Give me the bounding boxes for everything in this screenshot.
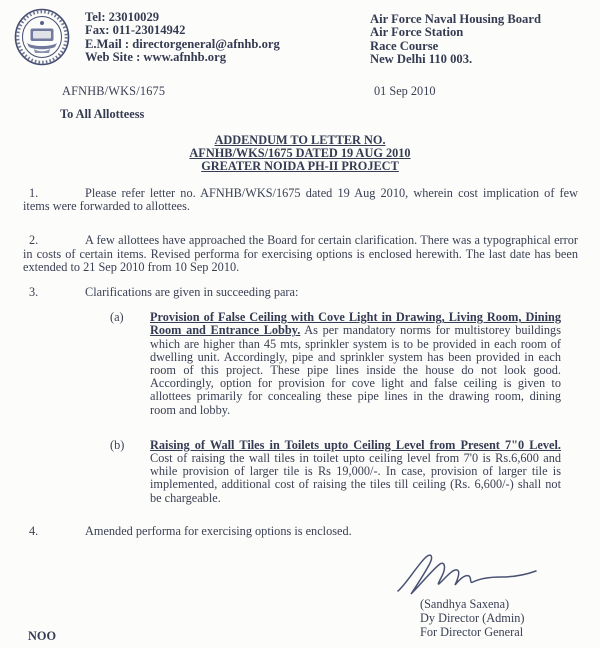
contact-block (85, 11, 280, 65)
fax-line: Fax: 011-23014942 (85, 23, 186, 38)
tel-line: Tel: 23010029 (85, 10, 160, 24)
paragraph-4-number: 4. (29, 523, 39, 538)
org-name-line: Air Force Naval Housing Board (370, 12, 541, 26)
signer-name: (Sandhya Saxena) (420, 597, 510, 611)
signer-on-behalf: For Director General (420, 625, 524, 639)
clarification-a-body: As per mandatory norms for multistorey buildings which are higher than 45 mts, sprinkler system is to be provided in each room of dwelling unit. Accordingly, pipe and sprinkler system has been provided in each room of this project. These pipe lines inside the house do not look good. Accordingly, option for provision for cove light and false ceiling is given to allottees primarily for concealing these pipe lines in the drawing room, dining room and lobby. (150, 323, 561, 417)
paragraph-3-text: Clarifications are given in succeeding para: (85, 285, 299, 300)
paragraph-3 (23, 286, 578, 299)
paragraph-1-text: Please refer letter no. AFNHB/WKS/1675 dated 19 Aug 2010, wherein cost implication of few items were forwarded to allottees. (23, 186, 578, 214)
clarification-b-body: Cost of raising the wall tiles in toilet upto ceiling level from 7'0 is Rs.6,600 and while provision of larger tile is Rs 19,000/-. In case, provision of larger tile is implemented, additional cost of raising the tiles till ceiling (Rs. 6,600/-) shall not be chargeable. (150, 451, 561, 505)
clarification-a-marker: (a) (110, 310, 124, 325)
city-line: New Delhi 110 003. (370, 52, 473, 67)
clarification-b-text (150, 439, 561, 505)
paragraph-2-text: A few allottees have approached the Board for certain clarification. There was a typographical error in costs of certain items. Revised performa for exercising options is enclosed herewith. The last date has been extended to 21 Sep 2010 from 10 Sep 2010. (23, 233, 578, 274)
clarification-b-heading: Raising of Wall Tiles in Toilets upto Ceiling Level from Present 7"0 Level. (150, 437, 561, 452)
title-line-1: ADDENDUM TO LETTER NO. (214, 133, 386, 147)
website-line: Web Site : www.afnhb.org (85, 50, 226, 65)
email-line: E.Mail : directorgeneral@afnhb.org (85, 36, 280, 51)
paragraph-1-number: 1. (29, 186, 39, 200)
paragraph-2 (23, 234, 578, 274)
locality-line: Race Course (370, 38, 439, 53)
paragraph-1 (23, 187, 578, 213)
clarification-a-text (150, 311, 561, 417)
clarification-a (110, 311, 561, 417)
letter-title (0, 134, 600, 173)
station-line: Air Force Station (370, 25, 464, 40)
paragraph-4 (23, 525, 578, 538)
footer-noo: NOO (28, 629, 57, 643)
clarification-b-marker: (b) (110, 437, 125, 452)
title-line-3: GREATER NOIDA PH-II PROJECT (201, 158, 399, 173)
paragraph-4-text: Amended performa for exercising options is enclosed. (85, 523, 352, 538)
reference-number: AFNHB/WKS/1675 (62, 84, 166, 98)
clarification-a-heading: Provision of False Ceiling with Cove Light in Drawing, Living Room, Dining Room and Entrance Lobby. (150, 310, 561, 338)
address-block (370, 13, 541, 67)
signer-designation: Dy Director (Admin) (420, 611, 525, 625)
letter-date: 01 Sep 2010 (374, 84, 436, 98)
letter-body (23, 187, 578, 538)
paragraph-2-number: 2. (29, 233, 39, 248)
salutation: To All Allotteess (60, 107, 145, 121)
signature-block (420, 597, 525, 639)
handwritten-signature (392, 549, 542, 601)
paragraph-3-number: 3. (29, 285, 39, 300)
title-line-2: AFNHB/WKS/1675 DATED 19 AUG 2010 (189, 145, 411, 160)
afnhb-emblem-logo (13, 7, 71, 67)
clarification-b (110, 439, 561, 505)
